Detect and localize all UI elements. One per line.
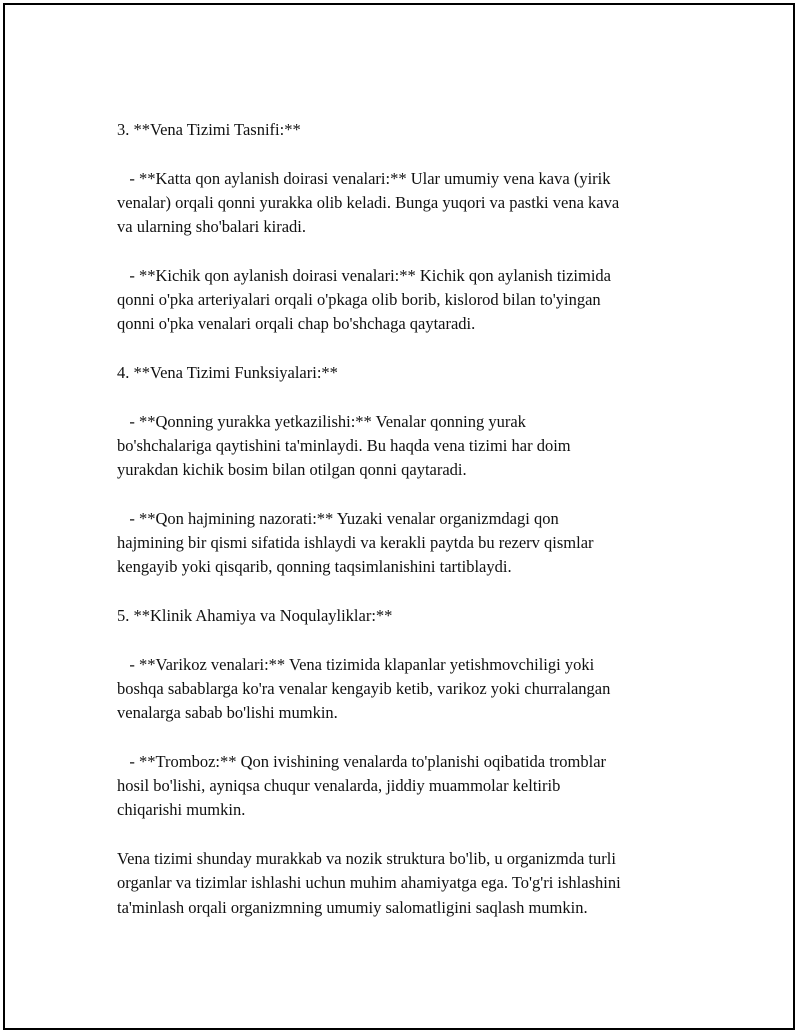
item-varikoz-venalari: - **Varikoz venalari:** Vena tizimida klapanlar yetishmovchiligi yoki boshqa sabablarga ko'ra venalar kengayib ketib, varikoz yoki churralangan venalarga sabab bo'lishi mumkin. (117, 654, 611, 723)
paragraph-gap (117, 482, 697, 506)
paragraph-gap (117, 580, 697, 604)
paragraph-gap (117, 628, 697, 652)
item-qonning-yurakka-yetkazilishi: - **Qonning yurakka yetkazilishi:** Venalar qonning yurak bo'shchalariga qaytishini ta'minlaydi. Bu haqda vena tizimi har doim yurakdan kichik bosim bilan otilgan qonni qaytaradi. (117, 411, 571, 480)
paragraph-gap (117, 337, 697, 361)
item-qon-hajmining-nazorati: - **Qon hajmining nazorati:** Yuzaki venalar organizmdagi qon hajmining bir qismi sifatida ishlaydi va kerakli paytda bu rezerv qismlar kengayib yoki qisqarib, qonning taqsimlanishini tartiblaydi. (117, 508, 594, 577)
paragraph-gap (117, 823, 697, 847)
heading-vena-tizimi-funksiyalari: 4. **Vena Tizimi Funksiyalari:** (117, 362, 338, 382)
heading-vena-tizimi-tasnifi: 3. **Vena Tizimi Tasnifi:** (117, 120, 301, 139)
paragraph-gap (117, 725, 697, 749)
heading-klinik-ahamiya: 5. **Klinik Ahamiya va Noqulayliklar:** (117, 605, 393, 625)
item-tromboz: - **Tromboz:** Qon ivishining venalarda to'planishi oqibatida tromblar hosil bo'lishi, ayniqsa chuqur venalarda, jiddiy muammolar keltirib chiqarishi mumkin. (117, 751, 607, 820)
document-body (117, 118, 697, 920)
paragraph-gap (117, 239, 697, 263)
item-kichik-qon-aylanish: - **Kichik qon aylanish doirasi venalari:** Kichik qon aylanish tizimida qonni o'pka arteriyalari orqali o'pkaga olib borib, kislorod bilan to'yingan qonni o'pka venalari orqali chap bo'shchaga qaytaradi. (117, 265, 611, 334)
conclusion-paragraph: Vena tizimi shunday murakkab va nozik struktura bo'lib, u organizmda turli organlar va tizimlar ishlashi uchun muhim ahamiyatga ega. To'g'ri ishlashini ta'minlash orqali organizmning umumiy salomatligini saqlash mumkin. (117, 848, 621, 917)
paragraph-gap (117, 385, 697, 409)
item-katta-qon-aylanish: - **Katta qon aylanish doirasi venalari:** Ular umumiy vena kava (yirik venalar) orqali qonni yurakka olib keladi. Bunga yuqori va pastki vena kava va ularning sho'balari kiradi. (117, 168, 620, 237)
paragraph-gap (117, 142, 697, 166)
